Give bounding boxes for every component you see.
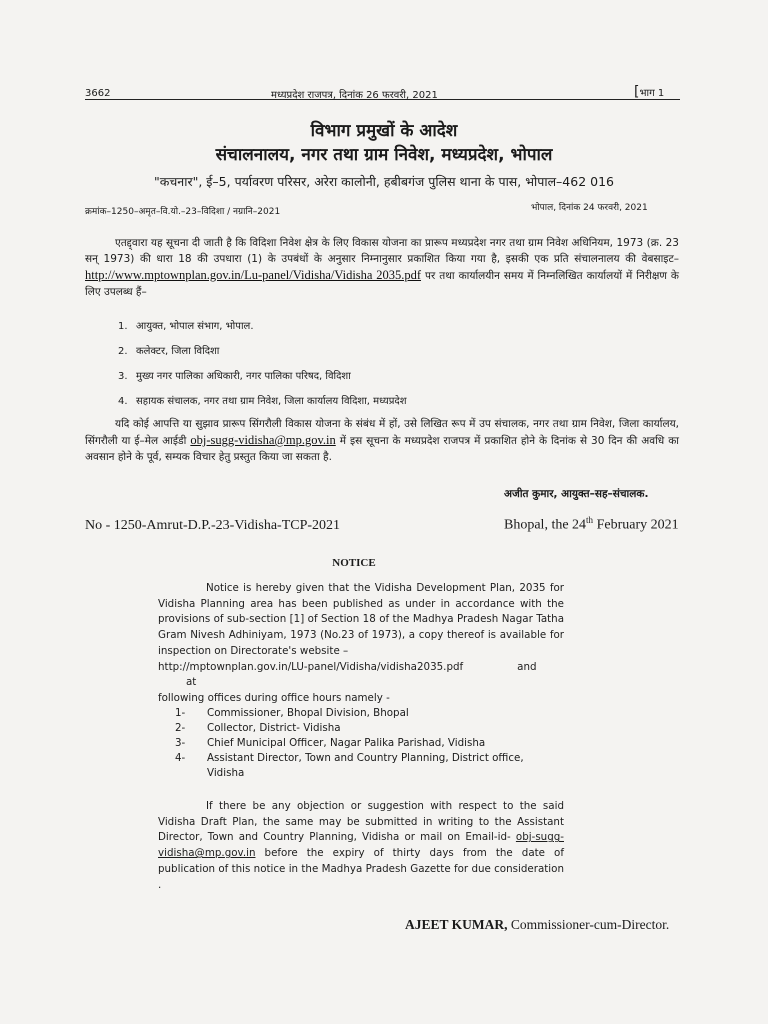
hindi-signature: अजीत कुमार, आयुक्त–सह–संचालक. (504, 488, 649, 500)
english-signature: AJEET KUMAR, Commissioner-cum-Director. (405, 917, 670, 932)
header-rule (85, 99, 680, 100)
hindi-title-line1: विभाग प्रमुखों के आदेश (310, 121, 458, 141)
english-paragraph-1: Notice is hereby given that the Vidisha Development Plan, 2035 for Vidisha Planning area has been published as under in accordance with the provisions of sub-section [1] of Section 18 of the Madhya Pradesh Nagar Tatha Gram Nivesh Adhiniyam, 1973 (No.23 of 1973), a copy thereof is available for inspection on Directorate's website – http://mptownplan.gov.in/LU-panel/Vidisha/vidisha2035.pdf andat following offices during office hours namely - (158, 582, 564, 704)
hindi-email-link[interactable]: obj-sugg-vidisha@mp.gov.in (190, 433, 336, 447)
english-office-item: 2- Collector, District- Vidisha (175, 722, 341, 734)
english-paragraph-2: If there be any objection or suggestion with respect to the said Vidisha Draft Plan, the same may be submitted in writing to the Assistant Director, Town and Country Planning, Vidisha or mail on Email-id- obj-sugg-vidisha@mp.gov.in before the expiry of thirty days from the date of publication of this notice in the Madhya Pradesh Gazette for due consideration . (158, 800, 564, 891)
english-office-item: 4- Assistant Director, Town and Country Planning, District office, (175, 752, 524, 764)
english-ref-date: Bhopal, the 24th February 2021 (504, 515, 679, 533)
english-ref-number: No - 1250-Amrut-D.P.-23-Vidisha-TCP-2021 (85, 518, 341, 533)
part-text: भाग 1 (639, 88, 665, 99)
hindi-ref-number: क्रमांक–1250–अमृत–वि.यो.–23–विदिशा / नग्रानि–2021 (85, 207, 281, 217)
hindi-title-line2: संचालनालय, नगर तथा ग्राम निवेश, मध्यप्रदेश, भोपाल (215, 145, 553, 165)
hindi-ref-date: भोपाल, दिनांक 24 फरवरी, 2021 (531, 203, 648, 213)
hindi-paragraph-1 (85, 235, 679, 300)
english-office-item: 1- Commissioner, Bhopal Division, Bhopal (175, 707, 409, 719)
english-office-item: 3- Chief Municipal Officer, Nagar Palika Parishad, Vidisha (175, 737, 486, 749)
hindi-office-item: 2. कलेक्टर, जिला विदिशा (118, 346, 220, 357)
notice-heading: NOTICE (332, 557, 376, 569)
hindi-paragraph-2: यदि कोई आपत्ति या सुझाव प्रारूप सिंगरौली विकास योजना के संबंध में हों, उसे लिखित रूप में उप संचालक, नगर तथा ग्राम निवेश, जिला कार्यालय, सिंगरौली या ई–मेल आईडी obj-sugg-vidisha@mp.gov.in में इस सूचना के मध्यप्रदेश राजपत्र में प्रकाशित होने के दिनांक से 30 दिन की अवधि का अवसान होने के पूर्व, सम्यक विचार हेतु प्रस्तुत किया जा सकता है. (85, 418, 680, 463)
hindi-office-item: 4. सहायक संचालक, नगर तथा ग्राम निवेश, जिला कार्यालय विदिशा, मध्यप्रदेश (118, 396, 407, 407)
hindi-website-link[interactable]: http://www.mptownplan.gov.in/Lu-panel/Vidisha/Vidisha 2035.pdf (85, 268, 422, 282)
english-para1-text: Notice is hereby given that the Vidisha Development Plan, 2035 for Vidisha Planning area has been published as under in accordance with the provisions of sub-section [1] of Section 18 of the Madhya Pradesh Nagar Tatha Gram Nivesh Adhiniyam, 1973 (No.23 of 1973), a copy thereof is available for inspection on Directorate's website – (158, 582, 564, 657)
gazette-title: मध्यप्रदेश राजपत्र, दिनांक 26 फरवरी, 2021 (271, 90, 438, 101)
hindi-address: "कचनार", ई–5, पर्यावरण परिसर, अरेरा कालोनी, हबीबगंज पुलिस थाना के पास, भोपाल–462 016 (154, 174, 614, 189)
hindi-para1-text2: पर तथा कार्यालयीन समय में निम्नलिखित कार्यालयों में निरीक्षण के लिए उपलब्ध हैं– (85, 270, 679, 298)
english-email-link[interactable]: obj-sugg-vidisha@mp.gov.in (158, 831, 564, 860)
english-website-link[interactable]: http://mptownplan.gov.in/LU-panel/Vidisha/vidisha2035.pdf (158, 660, 464, 673)
english-office-item-cont: Vidisha (207, 767, 245, 779)
page-number: 3662 (85, 88, 111, 99)
hindi-office-item: 1. आयुक्त, भोपाल संभाग, भोपाल. (118, 321, 254, 332)
hindi-para1-text: एतद्द्वारा यह सूचना दी जाती है कि विदिशा निवेश क्षेत्र के लिए विकास योजना का प्रारूप मध्यप्रदेश नगर तथा ग्राम निवेश अधिनियम, 1973 (क्र. 23 सन् 1973) की धारा 18 की उपधारा (1) के उपबंधों के अनुसार निम्नानुसार प्रकाशित किया गया है, इसकी एक प्रति संचालनालय की वेबसाइट– (85, 237, 679, 265)
part-label: [भाग 1 (634, 84, 665, 100)
hindi-office-item: 3. मुख्य नगर पालिका अधिकारी, नगर पालिका परिषद, विदिशा (118, 371, 351, 382)
